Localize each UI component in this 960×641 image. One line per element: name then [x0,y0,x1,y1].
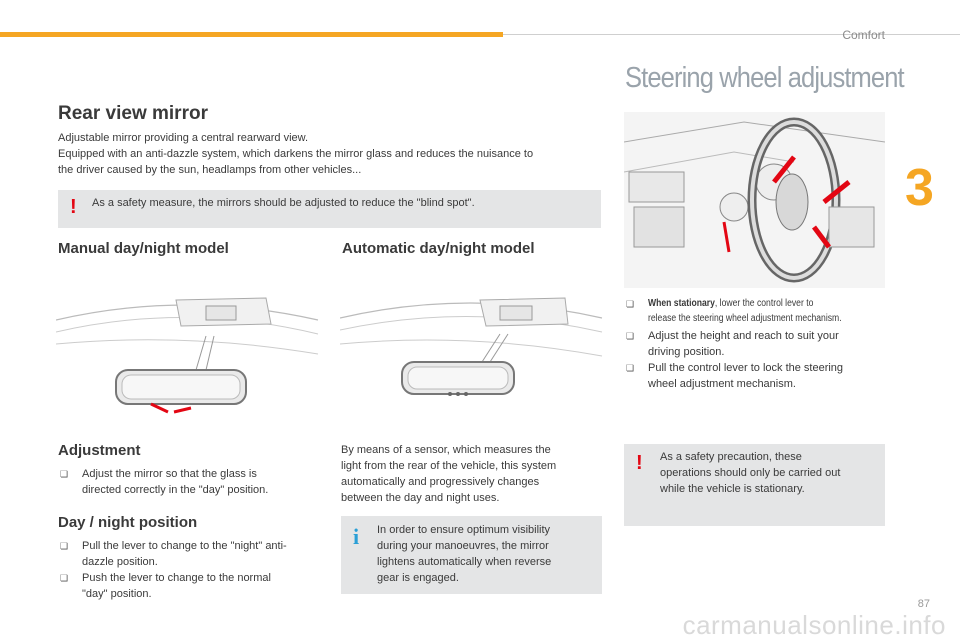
automatic-description [341,442,591,506]
description-line: light from the rear of the vehicle, this system [341,460,557,472]
steering-warning-box [624,444,885,526]
description-line: automatically and progressively changes [341,476,540,488]
info-line: gear is engaged. [377,572,459,584]
description-line: By means of a sensor, which measures the [341,444,551,456]
section-label: Comfort [842,28,885,42]
warning-line: operations should only be carried out [660,467,841,479]
info-text [377,522,597,586]
bullet-line: Adjust the height and reach to suit your [648,330,839,342]
intro-line: Adjustable mirror providing a central rearward view. [58,132,309,144]
bullet-line: , lower the control lever to [714,298,814,309]
square-bullet-icon: ❏ [626,363,635,373]
automatic-mirror-illustration [340,262,604,432]
description-line: between the day and night uses. [341,492,500,504]
intro-line: Equipped with an anti-dazzle system, which darkens the mirror glass and reduces the nuisance to [58,148,534,160]
intro-line: the driver caused by the sun, headlamps from other vehicles... [58,164,362,176]
bullet-bold: When stationary [648,298,715,309]
steering-title: Steering wheel adjustment [625,62,904,94]
square-bullet-icon: ❏ [626,299,635,309]
chapter-number: 3 [905,159,934,217]
rear-view-mirror-title: Rear view mirror [58,103,208,124]
day-night-title: Day / night position [58,514,198,531]
square-bullet-icon: ❏ [60,541,69,551]
bullet-line: directed correctly in the "day" position. [82,484,269,496]
warning-line: while the vehicle is stationary. [660,483,805,495]
exclamation-warning-icon: ! [70,196,77,218]
bullet-line: Pull the control lever to lock the steering [648,362,844,374]
manual-mirror-illustration [56,262,320,432]
automatic-info-box [341,516,602,594]
steering-bullet-1 [626,296,891,326]
exclamation-warning-icon: ! [636,452,643,474]
steering-bullet-3 [626,360,891,392]
steering-wheel-illustration [624,112,885,288]
info-line: In order to ensure optimum visibility [377,524,551,536]
day-night-bullet-2 [60,570,330,602]
automatic-model-title: Automatic day/night model [342,240,535,257]
bullet-line: wheel adjustment mechanism. [648,378,796,390]
header-accent-bar [0,32,503,37]
square-bullet-icon: ❏ [626,331,635,341]
page-number-visible: 87 [917,598,930,610]
rear-view-mirror-intro [58,130,603,178]
bullet-line: release the steering wheel adjustment mechanism. [648,313,842,324]
info-i-icon: i [353,524,360,549]
bullet-line: dazzle position. [82,556,158,568]
steering-bullet-2 [626,328,891,360]
bullet-line: Pull the lever to change to the "night" anti- [82,540,287,552]
square-bullet-icon: ❏ [60,469,69,479]
bullet-line: Adjust the mirror so that the glass is [82,468,257,480]
adjustment-title: Adjustment [58,442,141,459]
watermark: carmanualsonline.info [682,610,946,640]
steering-warning-text [660,449,880,497]
info-line: during your manoeuvres, the mirror [377,540,549,552]
day-night-bullet-1 [60,538,330,570]
mirror-warning-text: As a safety measure, the mirrors should be adjusted to reduce the "blind spot". [92,197,475,209]
adjustment-bullet [60,466,330,498]
info-line: lightens automatically when reverse [377,556,552,568]
manual-model-title: Manual day/night model [58,240,229,257]
bullet-line: Push the lever to change to the normal [82,572,271,584]
bullet-line: "day" position. [82,588,152,600]
square-bullet-icon: ❏ [60,573,69,583]
mirror-warning-box [58,190,601,228]
header-rule [503,34,960,35]
bullet-line: driving position. [648,346,725,358]
warning-line: As a safety precaution, these [660,451,802,463]
